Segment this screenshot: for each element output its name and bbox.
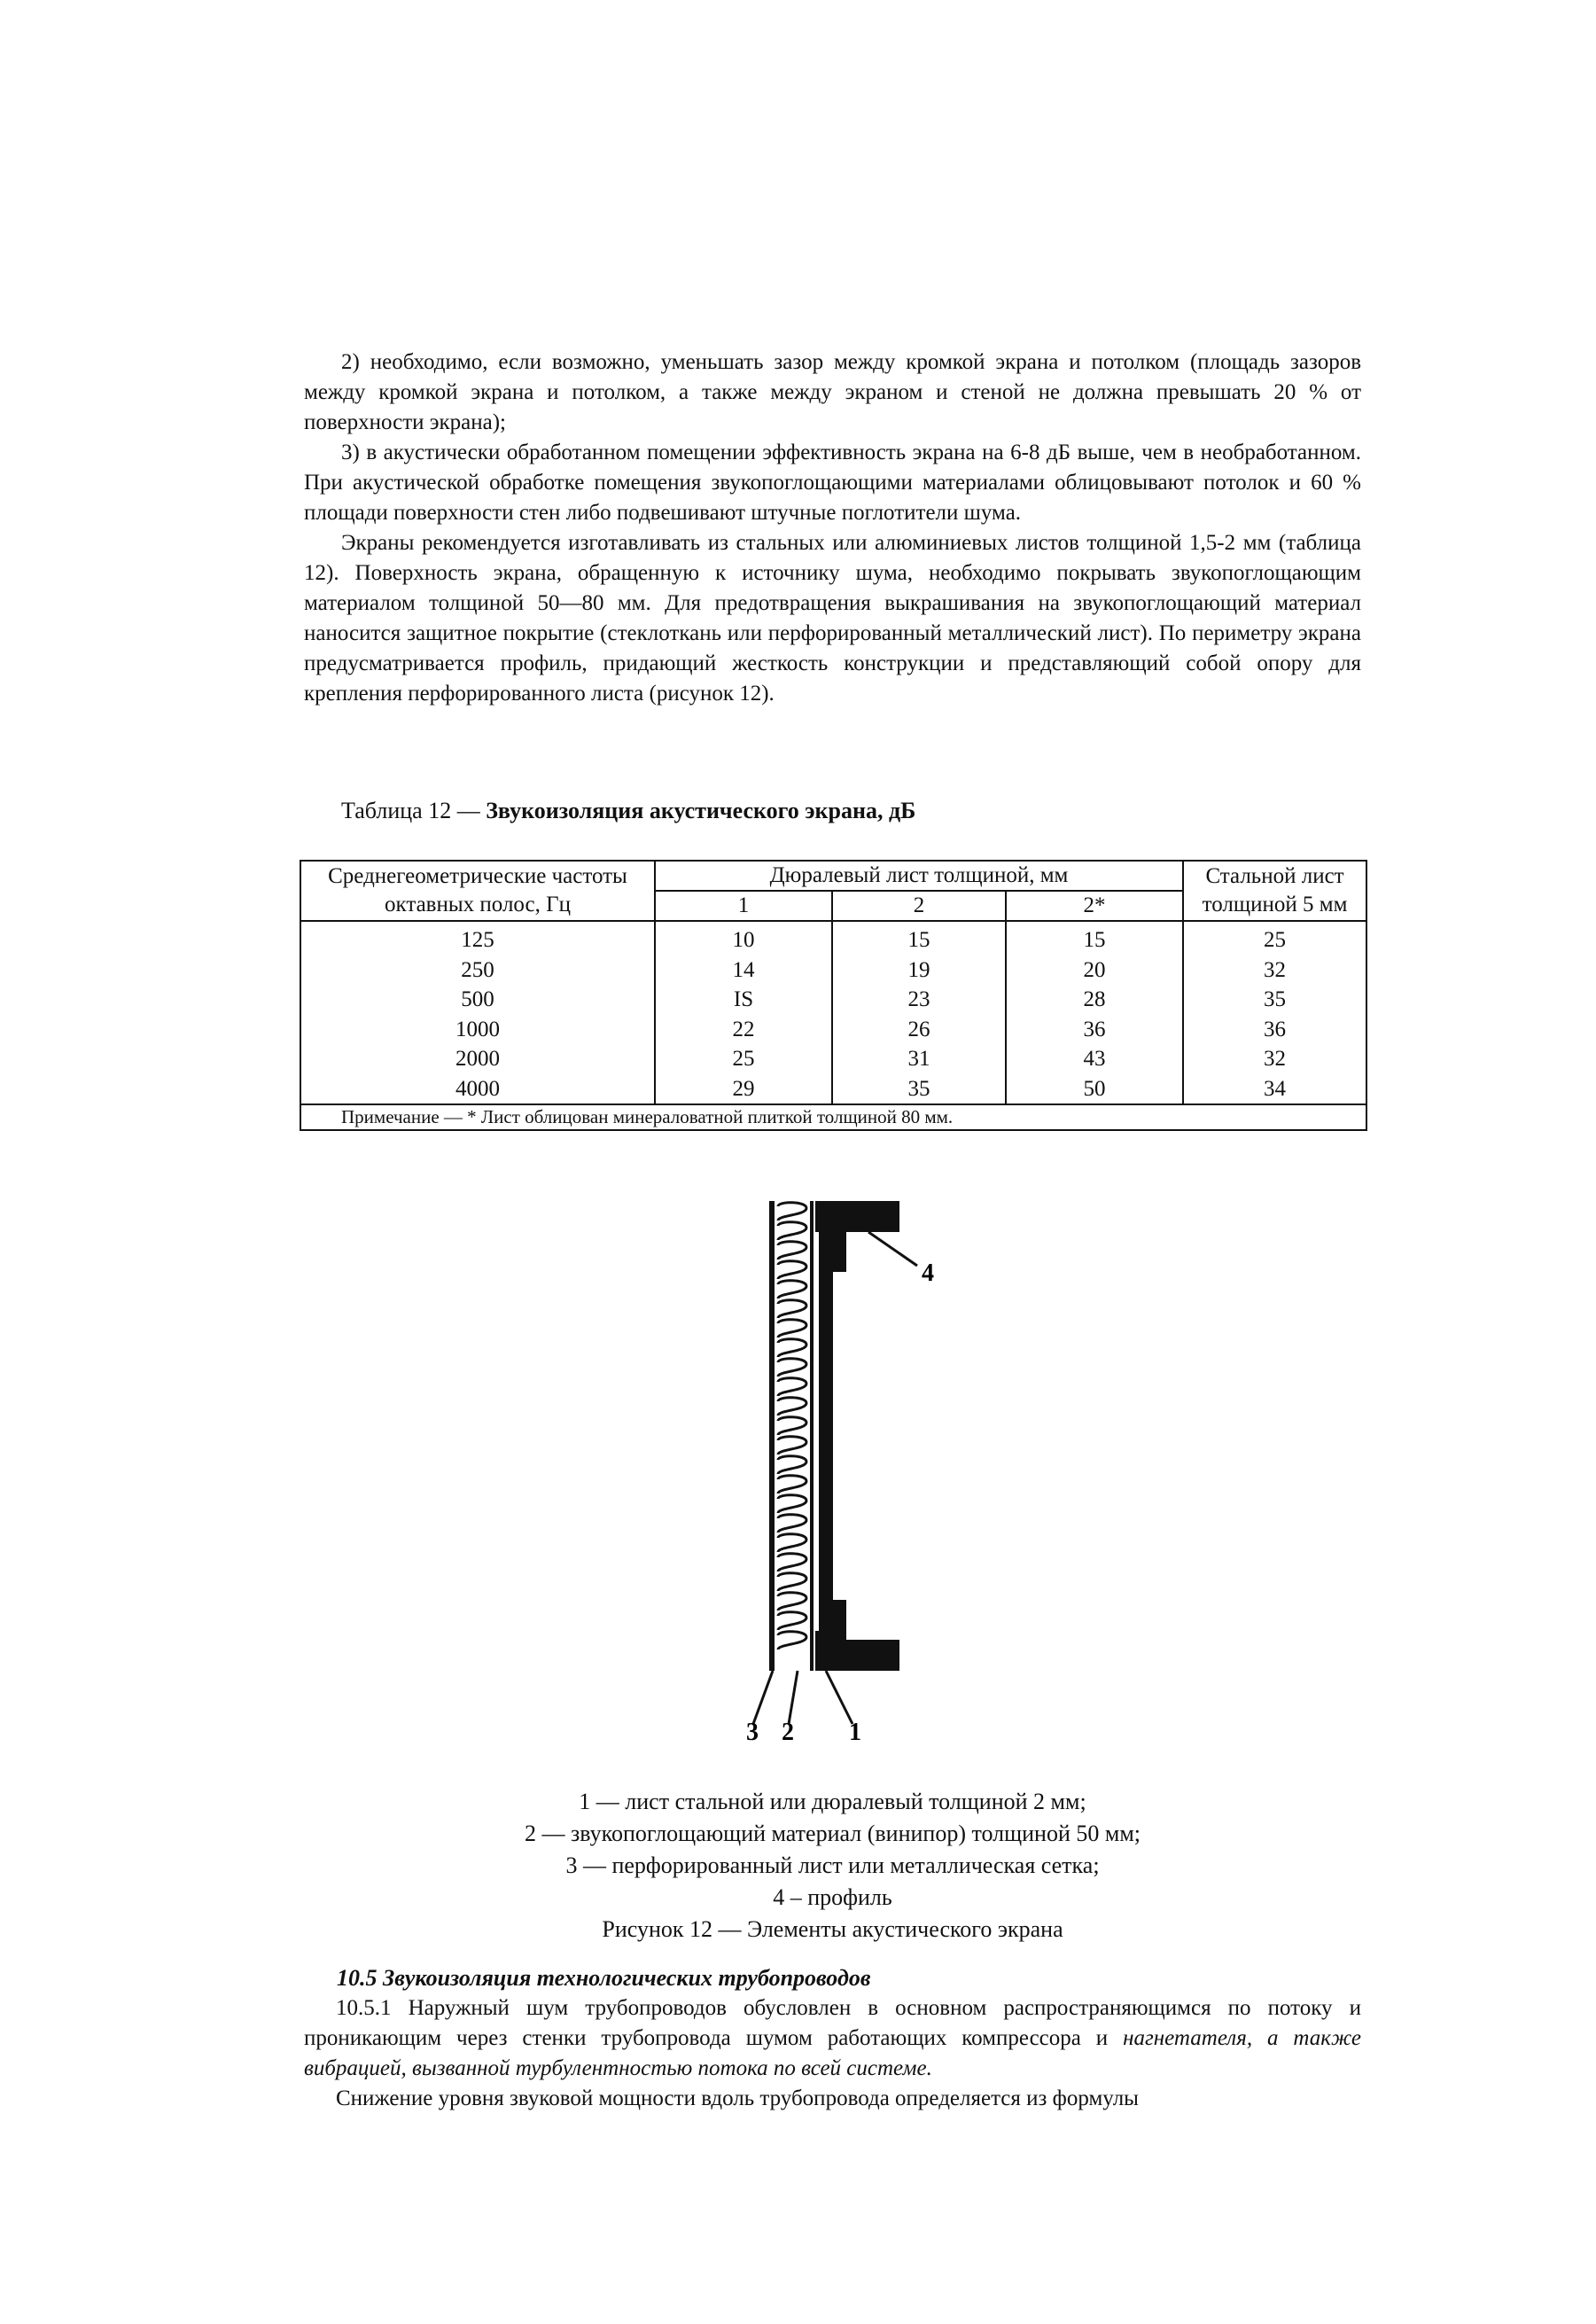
header-sub-1: 1	[655, 891, 832, 921]
value-cell: 10	[655, 921, 832, 955]
header-steel-line2: толщиной 5 мм	[1202, 893, 1348, 916]
body-text-top	[304, 347, 1361, 709]
value-cell: 19	[832, 955, 1006, 986]
steel-sheet	[819, 1201, 833, 1671]
header-sub-2-star: 2*	[1006, 891, 1183, 921]
header-frequency-line1: Среднегеометрические частоты	[328, 864, 627, 888]
value-cell: 20	[1006, 955, 1183, 986]
section-p1-regular: 10.5.1 Наружный шум трубопроводов обусловлен в основном распространяющимся по потоку и проникающим через стенки трубопровода шумом работающих компрессора и	[304, 1996, 1361, 2050]
frequency-cell: 250	[300, 955, 655, 986]
table-body	[300, 921, 1366, 1104]
value-cell: 34	[1183, 1074, 1366, 1105]
table-row	[300, 1044, 1366, 1074]
value-cell: 15	[832, 921, 1006, 955]
value-cell: 50	[1006, 1074, 1183, 1105]
leader-4	[868, 1232, 917, 1266]
perforated-sheet	[769, 1201, 775, 1671]
section-p1-italic: нагнетателя, а также вибрацией, вызванной турбулентностью потока по всей системе.	[304, 2026, 1362, 2080]
legend-item-3: 3 — перфорированный лист или металлическая сетка;	[565, 1852, 1100, 1878]
table-row	[300, 955, 1366, 986]
section-paragraph-1	[304, 1993, 1361, 2084]
table-caption	[341, 798, 915, 824]
header-frequency-line2: октавных полос, Гц	[385, 893, 571, 916]
section-heading: 10.5 Звукоизоляция технологических трубопроводов	[337, 1965, 871, 1991]
frequency-cell: 500	[300, 985, 655, 1015]
value-cell: 15	[1006, 921, 1183, 955]
table-row	[300, 985, 1366, 1015]
figure-label-4: 4	[922, 1259, 934, 1287]
frequency-cell: 125	[300, 921, 655, 955]
value-cell: 36	[1006, 1015, 1183, 1045]
value-cell: 36	[1183, 1015, 1366, 1045]
header-frequency	[300, 861, 655, 921]
value-cell: 32	[1183, 1044, 1366, 1074]
header-steel-line1: Стальной лист	[1205, 864, 1344, 888]
header-duralumin-group: Дюралевый лист толщиной, мм	[655, 861, 1183, 891]
value-cell: 32	[1183, 955, 1366, 986]
leader-3	[753, 1671, 773, 1724]
header-steel	[1183, 861, 1366, 921]
value-cell: 29	[655, 1074, 832, 1105]
sound-insulation-table	[300, 860, 1367, 1131]
table-caption-prefix: Таблица 12 —	[341, 798, 487, 823]
section-paragraph-2: Снижение уровня звуковой мощности вдоль трубопровода определяется из формулы	[336, 2086, 1139, 2110]
value-cell: 43	[1006, 1044, 1183, 1074]
figure-label-1: 1	[849, 1719, 861, 1742]
table-note: Примечание — * Лист облицован минераловатной плиткой толщиной 80 мм.	[300, 1104, 1366, 1130]
figure-label-3: 3	[746, 1719, 759, 1742]
figure-legend	[304, 1786, 1361, 1946]
value-cell: 23	[832, 985, 1006, 1015]
frequency-cell: 2000	[300, 1044, 655, 1074]
figure-label-2: 2	[782, 1719, 794, 1742]
frequency-cell: 1000	[300, 1015, 655, 1045]
paragraph-item-3: 3) в акустически обработанном помещении эффективность экрана на 6-8 дБ выше, чем в необработанном. При акустической обработке помещения звукопоглощающими материалами облицовывают потолок и 60 % площади поверхности стен либо подвешивают штучные поглотители шума.	[304, 441, 1361, 525]
figure-caption: Рисунок 12 — Элементы акустического экрана	[602, 1916, 1063, 1942]
value-cell: 25	[1183, 921, 1366, 955]
table-row	[300, 1074, 1366, 1105]
frequency-cell: 4000	[300, 1074, 655, 1105]
absorbing-material	[778, 1203, 806, 1649]
section-10-5	[304, 1963, 1361, 2114]
value-cell: 35	[832, 1074, 1006, 1105]
legend-item-1: 1 — лист стальной или дюралевый толщиной 2 мм;	[579, 1789, 1086, 1814]
value-cell: 35	[1183, 985, 1366, 1015]
value-cell: 25	[655, 1044, 832, 1074]
value-cell: 31	[832, 1044, 1006, 1074]
value-cell: 22	[655, 1015, 832, 1045]
legend-item-2: 2 — звукопоглощающий материал (винипор) толщиной 50 мм;	[524, 1821, 1141, 1846]
leader-2	[789, 1671, 798, 1724]
paragraph-screens: Экраны рекомендуется изготавливать из стальных или алюминиевых листов толщиной 1,5-2 мм (таблица 12). Поверхность экрана, обращенную к источнику шума, необходимо покрывать звукопоглощающим материалом толщиной 50—80 мм. Для предотвращения выкрашивания на звукопоглощающий материал наносится защитное покрытие (стеклоткань или перфорированный металлический лист). По периметру экрана предусматривается профиль, придающий жесткость конструкции и представляющий собой опору для крепления перфорированного листа (рисунок 12).	[304, 531, 1361, 706]
table-row	[300, 921, 1366, 955]
legend-item-4: 4 – профиль	[773, 1884, 892, 1910]
absorber-edge	[810, 1201, 814, 1671]
header-sub-2: 2	[832, 891, 1006, 921]
leader-1	[826, 1671, 852, 1724]
acoustic-screen-figure	[727, 1192, 993, 1742]
table-row	[300, 1015, 1366, 1045]
value-cell: IS	[655, 985, 832, 1015]
value-cell: 26	[832, 1015, 1006, 1045]
value-cell: 14	[655, 955, 832, 986]
value-cell: 28	[1006, 985, 1183, 1015]
table-caption-title: Звукоизоляция акустического экрана, дБ	[486, 798, 916, 823]
paragraph-item-2: 2) необходимо, если возможно, уменьшать зазор между кромкой экрана и потолком (площадь зазоров между кромкой экрана и потолком, а также между экраном и стеной не должна превышать 20 % от поверхности экрана);	[304, 350, 1361, 434]
